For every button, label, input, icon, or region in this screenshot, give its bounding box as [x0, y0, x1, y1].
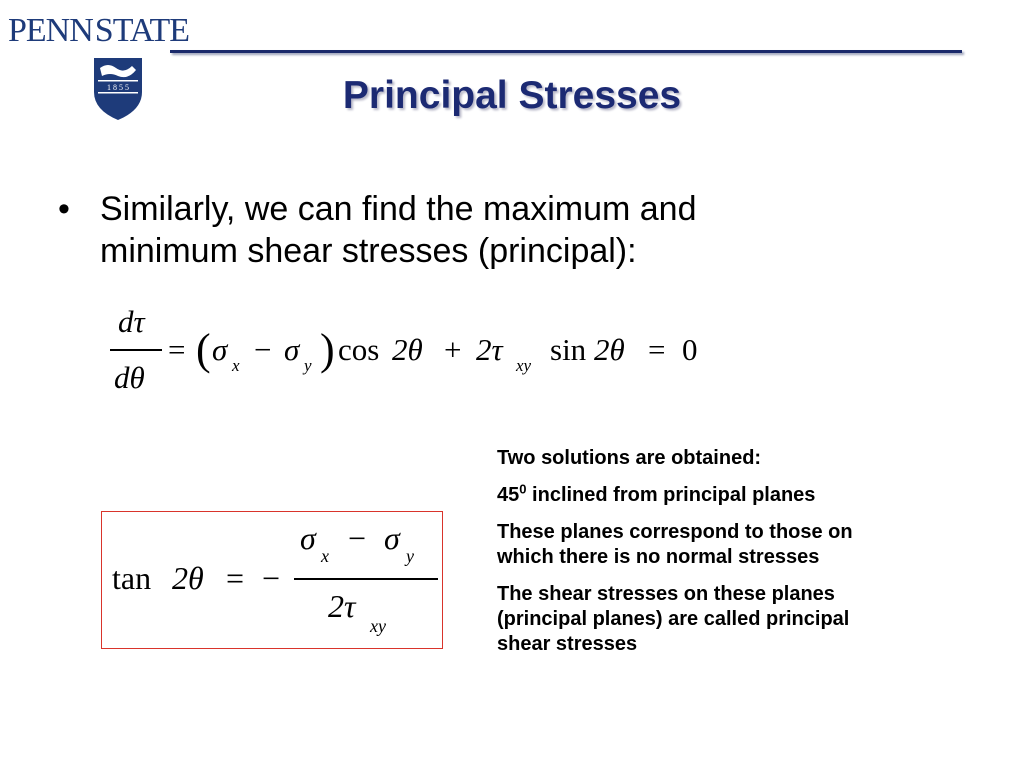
eq1-two-theta-b: 2θ	[594, 332, 625, 367]
eq2-num-sigma-y: σ	[384, 520, 400, 556]
bullet-line-1: Similarly, we can find the maximum and	[100, 190, 697, 228]
bullet-symbol: •	[58, 190, 70, 228]
eq2-den-sub-xy: xy	[370, 616, 386, 636]
eq1-sub-y: y	[304, 356, 312, 375]
eq1-two-theta-a: 2θ	[392, 332, 423, 367]
note-principal-shear	[497, 582, 967, 657]
eq1-sigma-x: σ	[212, 332, 228, 367]
eq1-sub-x: x	[232, 356, 240, 375]
note-inclined-text: inclined from principal planes	[526, 484, 816, 506]
eq1-denominator: dθ	[114, 360, 145, 395]
eq1-zero: 0	[682, 332, 698, 367]
header-rule	[170, 50, 962, 53]
eq1-sigma-y: σ	[284, 332, 300, 367]
eq2-num-sigma-x: σ	[300, 520, 316, 556]
eq2-two-theta: 2θ	[172, 560, 204, 596]
eq2-num-sub-x: x	[321, 546, 329, 566]
eq1-sub-xy: xy	[516, 356, 532, 375]
note-shear-line-1: The shear stresses on these planes	[497, 583, 835, 605]
note-inclined	[497, 483, 967, 508]
eq1-sin: sin	[550, 332, 587, 367]
eq2-fraction-bar	[294, 578, 438, 580]
eq2-tan: tan	[112, 560, 152, 596]
solution-notes	[497, 446, 967, 669]
note-planes-correspond	[497, 520, 967, 570]
logo-penn: PENN	[8, 12, 93, 49]
slide-title: Principal Stresses	[342, 74, 682, 117]
note-shear-line-3: shear stresses	[497, 633, 638, 655]
eq2-num-sub-y: y	[406, 546, 414, 566]
eq1-lparen: (	[196, 325, 211, 374]
note-shear-line-2: (principal planes) are called principal	[497, 608, 850, 630]
eq2-negative: −	[262, 560, 281, 596]
eq1-two-tau: 2τ	[476, 332, 503, 367]
eq1-fraction-bar	[110, 349, 162, 351]
tan-equation-box	[101, 511, 443, 649]
logo-year: 1 8 5 5	[107, 83, 129, 92]
note-planes-line-2: which there is no normal stresses	[497, 546, 820, 568]
eq2-den-two-tau: 2τ	[328, 588, 356, 624]
logo-state: STATE	[94, 12, 190, 49]
bullet-point	[58, 188, 918, 272]
eq1-rparen: )	[320, 325, 335, 374]
eq1-cos: cos	[338, 332, 380, 367]
eq2-num-minus: −	[348, 520, 367, 556]
bullet-line-2: minimum shear stresses (principal):	[100, 232, 637, 270]
pennstate-wordmark	[8, 14, 189, 48]
note-planes-line-1: These planes correspond to those on	[497, 521, 853, 543]
note-two-solutions: Two solutions are obtained:	[497, 447, 762, 469]
derivative-equation	[108, 300, 728, 400]
eq1-equals: =	[168, 332, 186, 367]
eq1-numerator: dτ	[118, 304, 145, 339]
eq2-equals: =	[226, 560, 245, 596]
eq1-minus: −	[254, 332, 272, 367]
eq1-plus: +	[444, 332, 462, 367]
note-angle-superscript: 0	[519, 481, 527, 497]
eq1-equals-2: =	[648, 332, 666, 367]
note-angle-number: 45	[497, 484, 520, 506]
